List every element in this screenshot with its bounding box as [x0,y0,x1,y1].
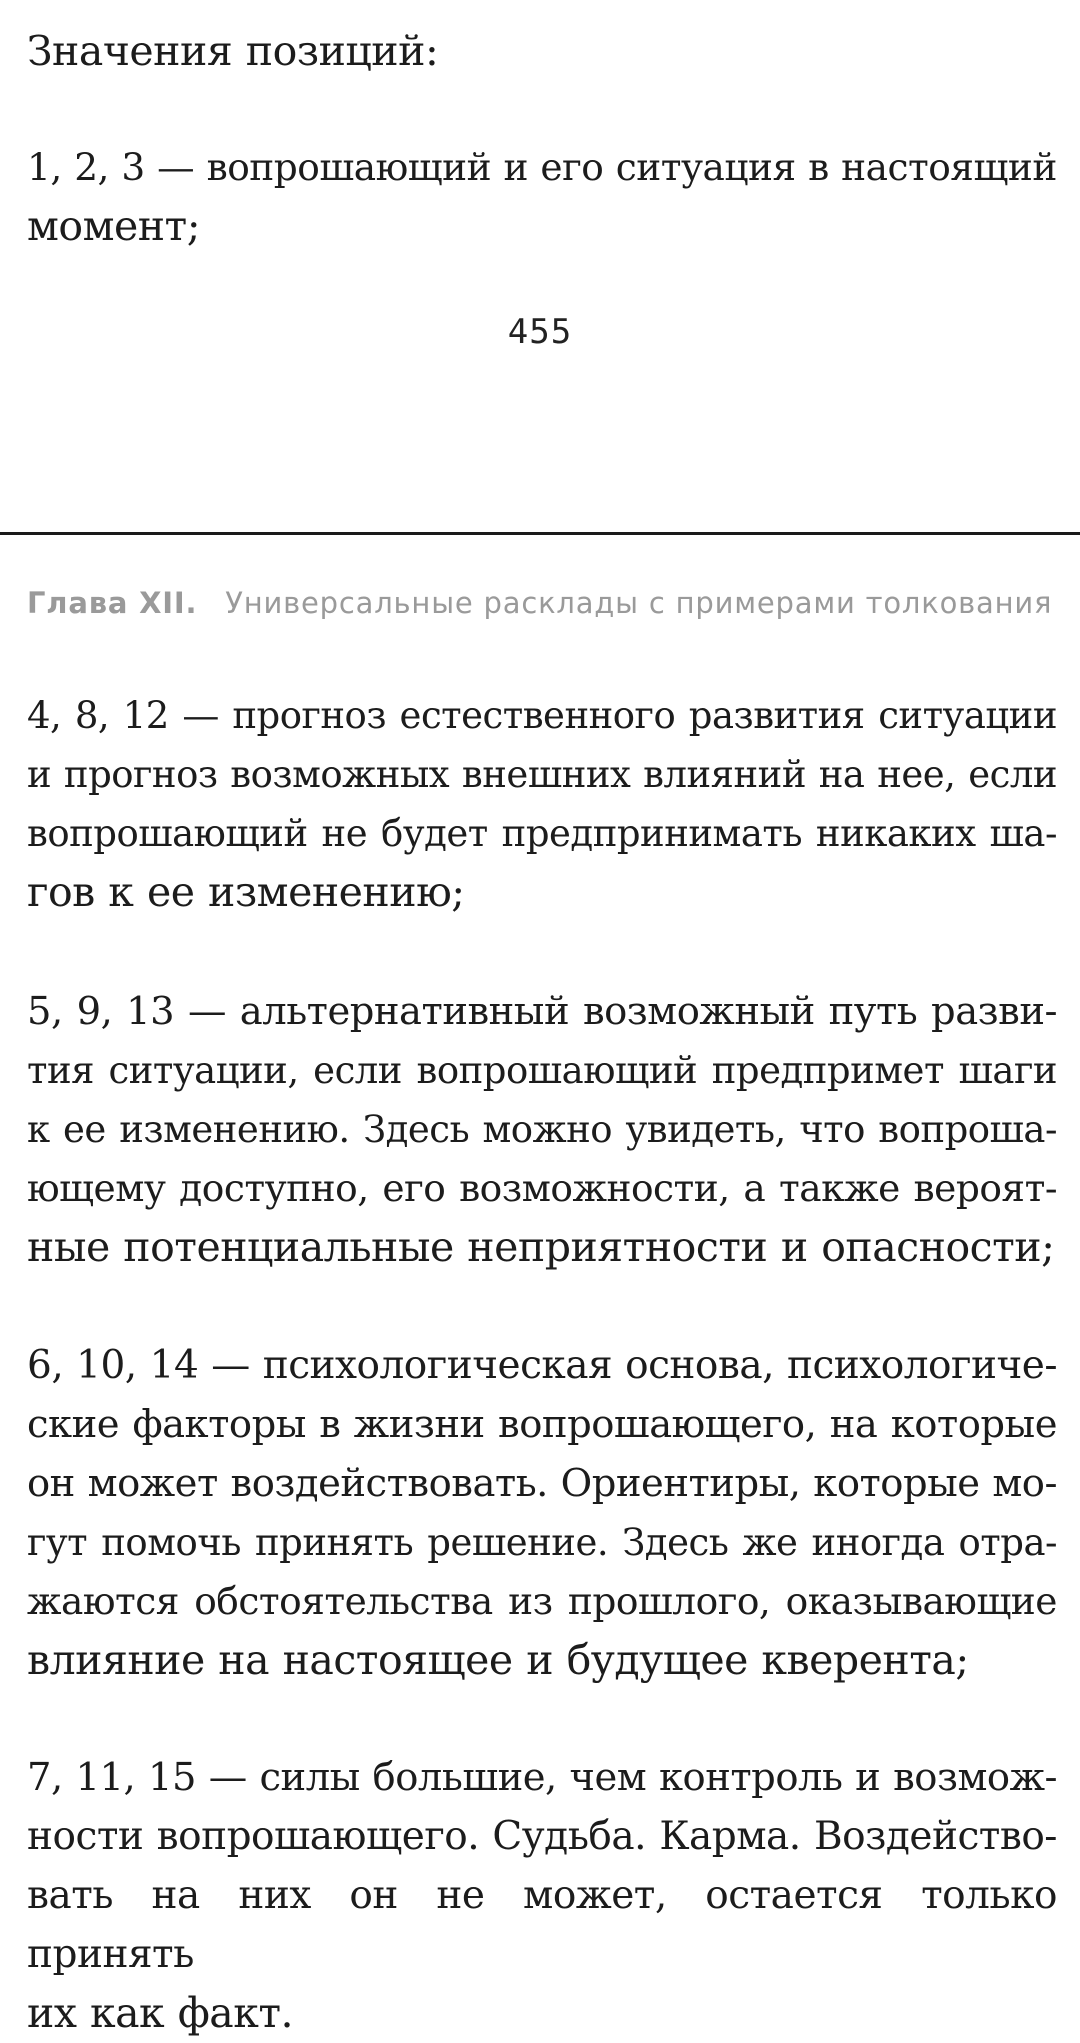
text-line: 4, 8, 12 — прогноз естественного развития ситуации [27,694,1057,737]
text-line: гут помочь принять решение. Здесь же иногда отра- [27,1521,1057,1564]
paragraph-positions-1-2-3 [27,138,1057,256]
text-line: 5, 9, 13 — альтернативный возможный путь разви- [27,989,1057,1034]
paragraph-positions-5-9-13 [27,982,1057,1277]
text-line: Значения позиций: [27,27,439,75]
text-line: 7, 11, 15 — силы большие, чем контроль и возмож- [27,1755,1057,1800]
text-line: гов к ее изменению; [27,868,465,916]
text-line: ющему доступно, его возможности, а также вероят- [27,1166,1057,1210]
text-line: ные потенциальные неприятности и опасности; [27,1223,1055,1271]
paragraph-positions-6-10-14 [27,1336,1057,1690]
text-line: вопрошающий не будет предпринимать никаких ша- [27,812,1057,855]
chapter-title: Универсальные расклады с примерами толкования [225,586,1053,620]
text-line: вать на них он не может, остается только принять [27,1873,1057,1977]
page-number: 455 [507,312,573,352]
text-line: к ее изменению. Здесь можно увидеть, что вопроша- [27,1108,1057,1151]
text-line: ские факторы в жизни вопрошающего, на которые [27,1402,1057,1447]
positions-heading [27,22,1057,81]
text-line: 1, 2, 3 — вопрошающий и его ситуация в настоящий [27,145,1057,189]
text-line: он может воздействовать. Ориентиры, которые мо- [27,1461,1057,1506]
page-divider [0,532,1080,535]
text-line: их как факт. [27,1989,294,2037]
text-line: и прогноз возможных внешних влияний на нее, если [27,753,1057,796]
text-line: влияние на настоящее и будущее кверента; [27,1636,969,1684]
text-line: жаются обстоятельства из прошлого, оказывающие [27,1579,1057,1623]
running-header [27,586,1057,620]
chapter-label: Глава XII. [27,586,198,620]
text-line: 6, 10, 14 — психологическая основа, психологиче- [27,1343,1057,1388]
text-line: ности вопрошающего. Судьба. Карма. Воздейство- [27,1814,1057,1859]
paragraph-positions-7-11-15 [27,1748,1057,2043]
text-line: момент; [27,202,201,250]
paragraph-positions-4-8-12 [27,686,1057,922]
text-line: тия ситуации, если вопрошающий предпримет шаги [27,1049,1057,1092]
